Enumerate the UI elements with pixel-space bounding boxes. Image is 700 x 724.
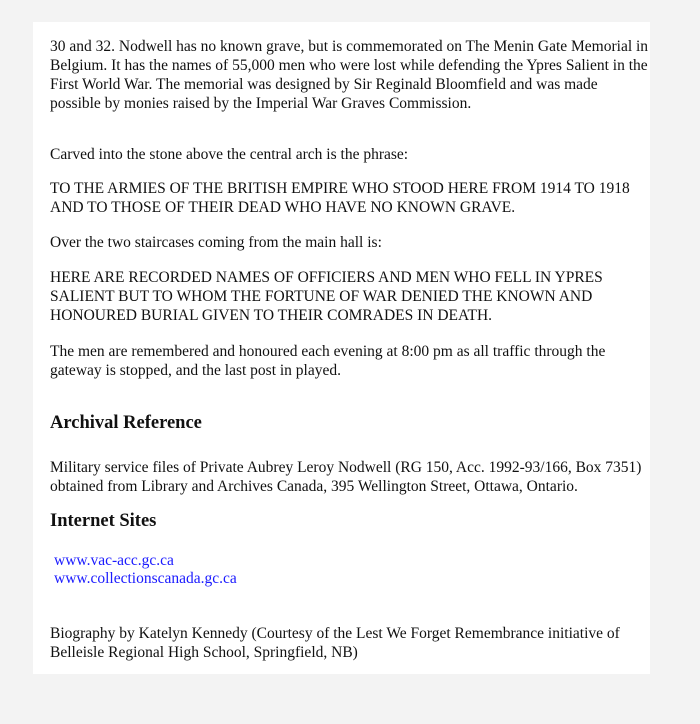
staircase-intro: Over the two staircases coming from the main hall is:: [50, 234, 382, 251]
credit-line: Biography by Katelyn Kennedy (Courtesy of the Lest We Forget Remembrance initiative of: [50, 625, 620, 642]
vac-link[interactable]: www.vac-acc.gc.ca: [54, 552, 174, 569]
remembrance-line: The men are remembered and honoured each evening at 8:00 pm as all traffic through the: [50, 343, 606, 360]
intro-paragraph: [50, 37, 648, 113]
carved-phrase-line: TO THE ARMIES OF THE BRITISH EMPIRE WHO STOOD HERE FROM 1914 TO 1918: [50, 180, 630, 197]
remembrance-paragraph: [50, 342, 605, 380]
staircase-phrase: [50, 268, 603, 325]
remembrance-line: gateway is stopped, and the last post in played.: [50, 362, 341, 379]
intro-line: Belgium. It has the names of 55,000 men who were lost while defending the Ypres Salient in the: [50, 57, 648, 74]
credit-line: Belleisle Regional High School, Springfield, NB): [50, 644, 358, 661]
credit-paragraph: [50, 624, 620, 662]
archival-paragraph: [50, 458, 641, 496]
archival-line: Military service files of Private Aubrey Leroy Nodwell (RG 150, Acc. 1992-93/166, Box 7351): [50, 459, 642, 476]
internet-heading: Internet Sites: [50, 511, 157, 531]
intro-line: 30 and 32. Nodwell has no known grave, but is commemorated on The Menin Gate Memorial in: [50, 38, 649, 55]
staircase-phrase-line: HERE ARE RECORDED NAMES OF OFFICIERS AND MEN WHO FELL IN YPRES: [50, 269, 603, 286]
intro-line: possible by monies raised by the Imperial War Graves Commission.: [50, 95, 472, 112]
staircase-phrase-line: SALIENT BUT TO WHOM THE FORTUNE OF WAR DENIED THE KNOWN AND: [50, 288, 593, 305]
carved-intro: Carved into the stone above the central arch is the phrase:: [50, 146, 409, 163]
carved-phrase-line: AND TO THOSE OF THEIR DEAD WHO HAVE NO KNOWN GRAVE.: [50, 199, 516, 216]
collections-canada-link[interactable]: www.collectionscanada.gc.ca: [54, 570, 237, 587]
staircase-phrase-line: HONOURED BURIAL GIVEN TO THEIR COMRADES IN DEATH.: [50, 307, 493, 324]
carved-phrase: [50, 179, 630, 217]
archival-line: obtained from Library and Archives Canada, 395 Wellington Street, Ottawa, Ontario.: [50, 478, 578, 495]
intro-line: First World War. The memorial was designed by Sir Reginald Bloomfield and was made: [50, 76, 598, 93]
archival-heading: Archival Reference: [50, 413, 202, 433]
